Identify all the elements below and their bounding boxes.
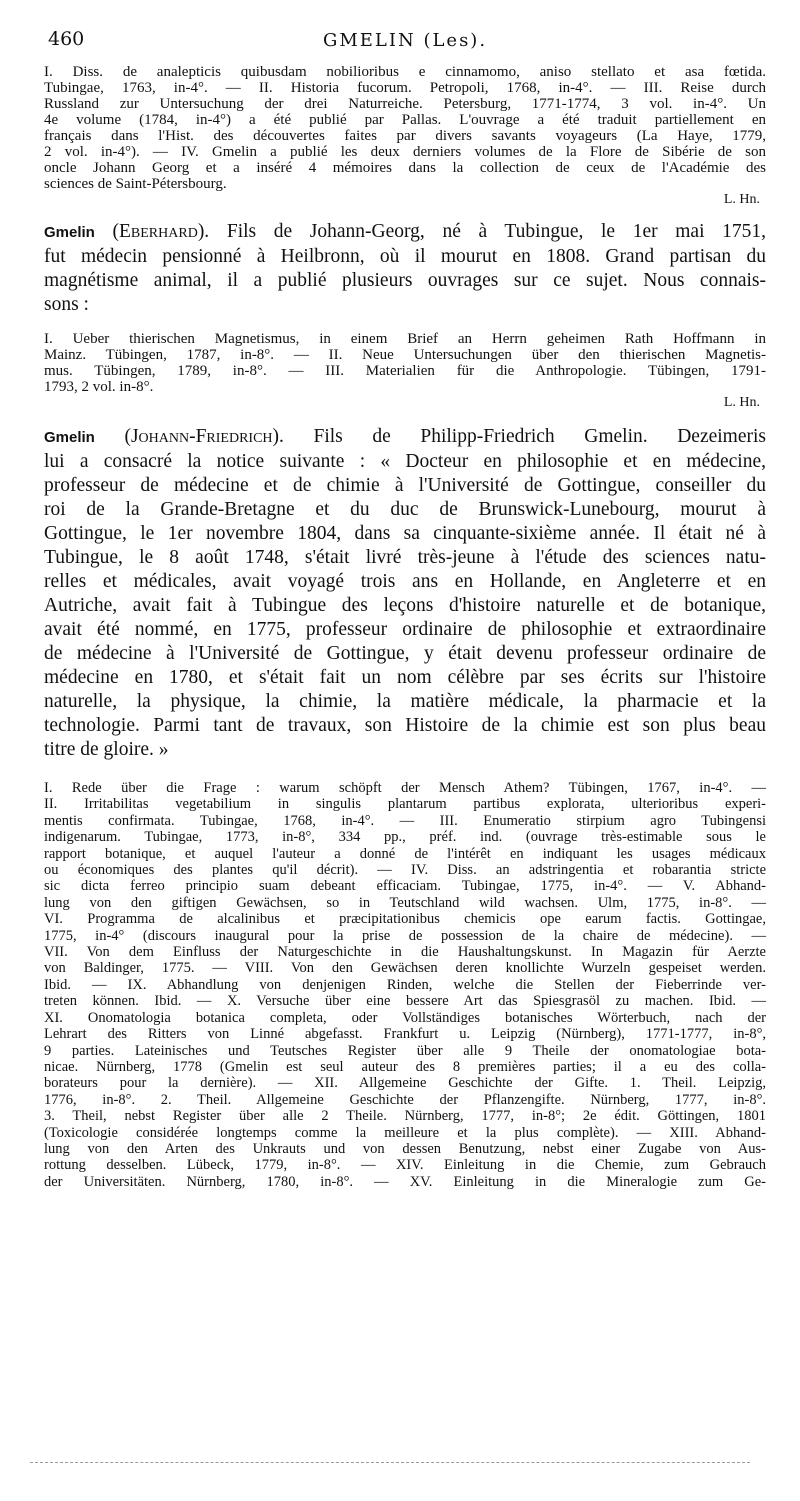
text-line: VI. Programma de alcalinibus et præcipitationibus chemicis ope earum factis. Gottingae, bbox=[44, 911, 766, 928]
text-line: II. Irritabilitas vegetabilium in singulis plantarum partibus explorata, ulterioribus experi- bbox=[44, 796, 766, 813]
text-line: VII. Von dem Einfluss der Naturgeschichte in die Haushaltungskunst. In Magazin für Aerzte bbox=[44, 944, 766, 961]
text-line: borateurs pour la dernière). — XII. Allgemeine Geschichte der Gifte. 1. Theil. Leipzig, bbox=[44, 1075, 766, 1092]
text-line: (Toxicologie considérée longtemps comme la meilleure et la plus complète). — XIII. Abhand- bbox=[44, 1124, 766, 1141]
text-line: mentis confirmata. Tubingae, 1768, in-4°. — III. Enumeratio stirpium agro Tubingensi bbox=[44, 812, 766, 829]
entry-eberhard-works bbox=[44, 331, 766, 395]
text-line: indigenarum. Tubingae, 1773, in-8°, 334 pp., préf. ind. (ouvrage très-estimable sous le bbox=[44, 829, 766, 846]
text-line: fut médecin pensionné à Heilbronn, où il mourut en 1808. Grand partisan du bbox=[44, 246, 766, 267]
text-line: technologie. Parmi tant de travaux, son Histoire de la chimie est son plus beau bbox=[44, 715, 766, 736]
text-line: Russland zur Untersuchung der drei Naturreiche. Petersburg, 1771-1774, 3 vol. in-4°. Un bbox=[44, 96, 766, 112]
text-line: Mainz. Tübingen, 1787, in-8°. — II. Neue Untersuchungen über den thierischen Magnetis- bbox=[44, 347, 766, 363]
entry-johann-friedrich-bio bbox=[44, 425, 766, 762]
text-line: roi de la Grande-Bretagne et du duc de Brunswick-Lunebourg, mourut à bbox=[44, 499, 766, 520]
page-header bbox=[44, 28, 766, 64]
text-line: Ibid. — IX. Abhandlung von denjenigen Rinden, welche die Stellen der Fieberrinde ver- bbox=[44, 976, 766, 993]
text-line: von Baldinger, 1775. — VIII. Von den Gewächsen deren knollichte Wurzeln gespeiset werden. bbox=[44, 960, 766, 977]
text-line: XI. Onomatologia botanica completa, oder Vollständiges botanisches Wörterbuch, nach der bbox=[44, 1009, 766, 1026]
entry-eberhard-bio bbox=[44, 220, 766, 317]
entry-les-works bbox=[44, 64, 766, 192]
text-line: avait été nommé, en 1775, professeur ordinaire de philosophie et extraordinaire bbox=[44, 619, 766, 640]
text-line: Tubingae, 1763, in-4°. — II. Historia fucorum. Petropoli, 1768, in-4°. — III. Reise durch bbox=[44, 80, 766, 96]
text-line: I. Rede über die Frage : warum schöpft der Mensch Athem? Tübingen, 1767, in-4°. — bbox=[44, 780, 766, 796]
page-number: 460 bbox=[48, 28, 85, 50]
text-line: Autriche, avait fait à Tubingue des leçons d'histoire naturelle et de botanique, bbox=[44, 595, 766, 616]
text-line: magnétisme animal, il a publié plusieurs ouvrages sur ce sujet. Nous connais- bbox=[44, 270, 766, 291]
text-line: oncle Johann Georg et a inséré 4 mémoires dans la collection de ceux de l'Académie des bbox=[44, 160, 766, 176]
entry-forename: (Johann-Friedrich). bbox=[124, 426, 284, 447]
text-line: treten können. Ibid. — X. Versuche über eine bessere Art das Spiesgrasöl zu machen. Ibid. — bbox=[44, 993, 766, 1010]
text-line: de médecine à l'Université de Gottingue, y était devenu professeur ordinaire de bbox=[44, 643, 766, 664]
text-line: Tubingue, le 8 août 1748, s'était livré très-jeune à l'étude des sciences natu- bbox=[44, 547, 766, 568]
text-line: sic dicta ferreo principio suam debeant efficaciam. Tubingae, 1775, in-4°. — V. Abhand- bbox=[44, 878, 766, 895]
footer-rule bbox=[30, 1462, 750, 1463]
text-line: sons : bbox=[44, 294, 89, 315]
page bbox=[44, 28, 766, 1190]
text-line: I. Ueber thierischen Magnetismus, in einem Brief an Herrn geheimen Rath Hoffmann in bbox=[44, 331, 766, 347]
entry-johann-friedrich-works bbox=[44, 780, 766, 1190]
entry-name: Gmelin bbox=[44, 224, 95, 241]
text-line: rapport botanique, et auquel l'auteur a donné de l'intérêt en indiquant les usages médicaux bbox=[44, 845, 766, 862]
text-line: der Universitäten. Nürnberg, 1780, in-8°. — XV. Einleitung in die Mineralogie zum Ge- bbox=[44, 1173, 766, 1190]
text-line: Gottingue, le 1er novembre 1804, dans sa cinquante-sixième année. Il était né à bbox=[44, 523, 766, 544]
text-line: 3. Theil, nebst Register über alle 2 Theile. Nürnberg, 1777, in-8°; 2e édit. Göttingen, 1801 bbox=[44, 1108, 766, 1125]
text-line: lung von den giftigen Gewächsen, so in Teutschland wild wachsen. Ulm, 1775, in-8°. — bbox=[44, 894, 766, 911]
text-line: relles et médicales, avait voyagé trois ans en Hollande, en Angleterre et en bbox=[44, 571, 766, 592]
text-line: naturelle, la physique, la chimie, la matière médicale, la pharmacie et la bbox=[44, 691, 766, 712]
text-line: titre de gloire. » bbox=[44, 739, 169, 760]
text-line: sciences de Saint-Pétersbourg. bbox=[44, 176, 227, 192]
text-line: nicae. Nürnberg, 1778 (Gmelin est seul auteur des 8 premières parties; il a eu des colla- bbox=[44, 1058, 766, 1075]
text-line: mus. Tübingen, 1789, in-8°. — III. Materialien für die Anthropologie. Tübingen, 1791- bbox=[44, 363, 766, 379]
running-title: GMELIN (Les). bbox=[322, 30, 488, 51]
text-line: 1775, in-4° (discours inaugural pour la prise de possession de la chaire de médecine). — bbox=[44, 927, 766, 944]
text-line: professeur de médecine et de chimie à l'Université de Gottingue, conseiller du bbox=[44, 475, 766, 496]
text-line: lui a consacré la notice suivante : « Docteur en philosophie et en médecine, bbox=[44, 451, 766, 472]
text-line: 4e volume (1784, in-4°) a été publié par Pallas. L'ouvrage a été traduit partiellement en bbox=[44, 112, 766, 128]
text-line: 2 vol. in-4°). — IV. Gmelin a publié les deux derniers volumes de la Flore de Sibérie de son bbox=[44, 144, 766, 160]
text-line: médecine en 1780, et s'était fait un nom célèbre par ses écrits sur l'histoire bbox=[44, 667, 766, 688]
text-line: lung von den Arten des Unkrauts und von dessen Benutzung, nebst einer Zugabe von Aus- bbox=[44, 1140, 766, 1157]
text-line: rottung desselben. Lübeck, 1779, in-8°. — XIV. Einleitung in die Chemie, zum Gebrauch bbox=[44, 1157, 766, 1174]
text-line: 1793, 2 vol. in-8°. bbox=[44, 379, 154, 395]
text-line: ou économiques des plantes qu'il décrit). — IV. Diss. an adstringentia et robarantia stricte bbox=[44, 862, 766, 879]
text-line: 1776, in-8°. 2. Theil. Allgemeine Geschichte der Pflanzengifte. Nürnberg, 1777, in-8°. bbox=[44, 1091, 766, 1108]
text-line: Lehrart des Ritters von Linné abgefasst. Frankfurt u. Leipzig (Nürnberg), 1771-1777, in-8°, bbox=[44, 1026, 766, 1043]
entry-forename: (Eberhard). bbox=[112, 221, 210, 242]
text-line: Fils de Johann-Georg, né à Tubingue, le 1er mai 1751, bbox=[226, 221, 767, 242]
text-line: français dans l'Hist. des découvertes faites par divers savants voyageurs (La Haye, 1779, bbox=[44, 128, 766, 144]
signature: L. Hn. bbox=[723, 395, 760, 410]
text-line: I. Diss. de analepticis quibusdam nobilioribus e cinnamomo, aniso stellato et asa fœtida. bbox=[44, 64, 766, 80]
text-line: Fils de Philipp-Friedrich Gmelin. Dezeimeris bbox=[313, 426, 767, 447]
signature: L. Hn. bbox=[723, 192, 760, 207]
entry-name: Gmelin bbox=[44, 429, 95, 446]
text-line: 9 parties. Lateinisches und Teutsches Register über alle 9 Theile der onomatologiae bota- bbox=[44, 1042, 766, 1059]
